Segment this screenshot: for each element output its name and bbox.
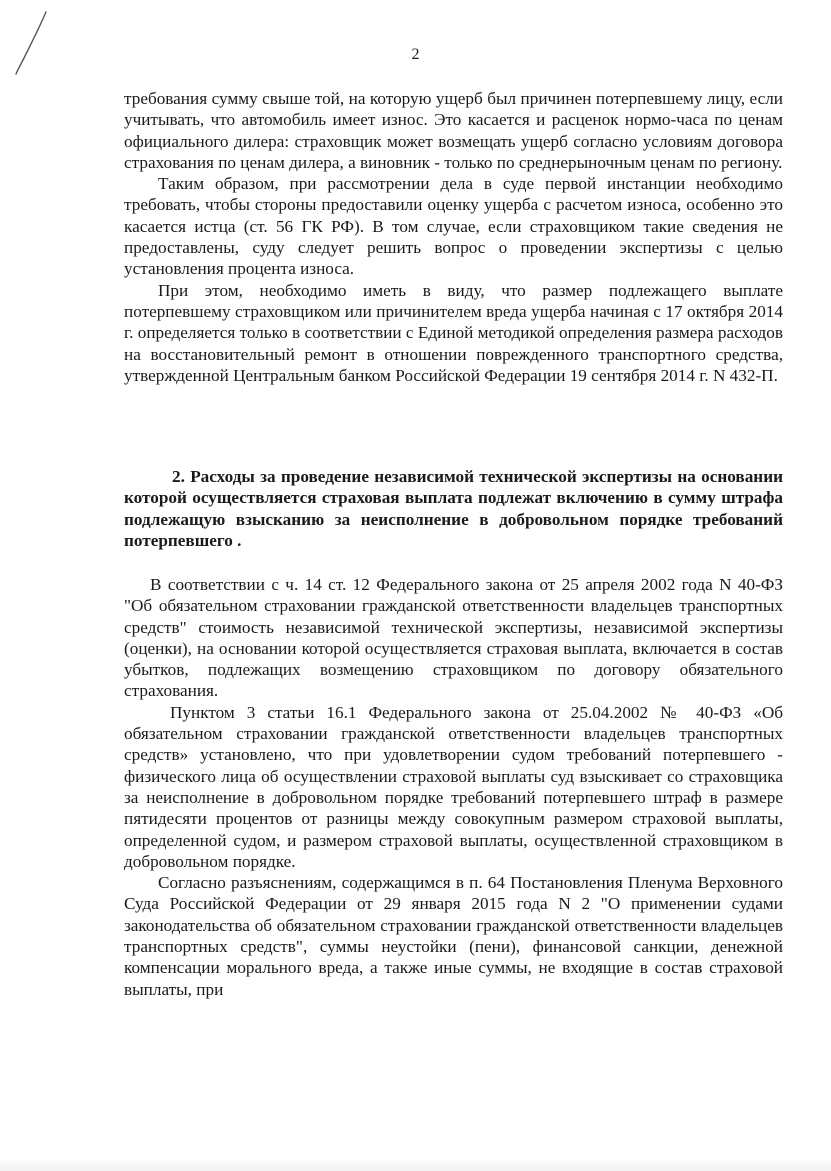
text-section-top — [124, 88, 783, 386]
paragraph-unified-methodology: При этом, необходимо иметь в виду, что размер подлежащего выплате потерпевшему страховщиком или причинителем вреда ущерба начиная с 17 октября 2014 г. определяется только в соответствии с Единой методикой определения размера расходов на восстановительный ремонт в отношении поврежденного транспортного средства, утвержденной Центральным банком Российской Федерации 19 сентября 2014 г. N 432-П. — [124, 280, 783, 385]
scan-bottom-edge — [0, 1158, 831, 1171]
paragraph-expertise-requirement: Таким образом, при рассмотрении дела в суде первой инстанции необходимо требовать, чтобы стороны предоставили оценку ущерба с расчетом износа, особенно это касается истца (ст. 56 ГК РФ). В том случае, если страховщиком такие сведения не предоставлены, суду следует решить вопрос о проведении экспертизы с целью установления процента износа. — [124, 174, 783, 279]
section-heading — [124, 466, 783, 551]
paragraph-continuation: требования сумму свыше той, на которую ущерб был причинен потерпевшему лицу, если учитывать, что автомобиль имеет износ. Это касается и расценок нормо-часа по ценам официального дилера: страховщик может возмещать ущерб согласно условиям договора страхования по ценам дилера, а виновник - только по среднерыночным ценам по региону. — [124, 89, 783, 172]
section-heading-block — [124, 466, 783, 551]
paragraph-law-article-16: Пунктом 3 статьи 16.1 Федерального закона от 25.04.2002 № 40-ФЗ «Об обязательном страховании гражданской ответственности владельцев транспортных средств» установлено, что при удовлетворении судом требований потерпевшего - физического лица об осуществлении страховой выплаты суд взыскивает со страховщика за неисполнение в добровольном порядке требований потерпевшего штраф в размере пятидесяти процентов от разницы между совокупным размером страховой выплаты, определенной судом, и размером страховой выплаты, осуществленной страховщиком в добровольном порядке. — [124, 702, 783, 871]
text-section-bottom — [124, 574, 783, 1000]
paragraph-law-article-12: В соответствии с ч. 14 ст. 12 Федерального закона от 25 апреля 2002 года N 40-ФЗ "Об обязательном страховании гражданской ответственности владельцев транспортных средств" стоимость независимой технической экспертизы, независимой экспертизы (оценки), на основании которой осуществляется страховая выплата, включается в состав убытков, подлежащих возмещению страховщиком по договору обязательного страхования. — [124, 575, 783, 701]
section-heading-text: Расходы за проведение независимой технической экспертизы на основании которой осуществляется страховая выплата подлежат включению в сумму штрафа подлежащую взысканию за неисполнение в добровольном порядке требований потерпевшего . — [124, 467, 784, 550]
paragraph-plenum-resolution: Согласно разъяснениям, содержащимся в п. 64 Постановления Пленума Верховного Суда Российской Федерации от 29 января 2015 года N 2 "О применении судами законодательства об обязательном страховании гражданской ответственности владельцев транспортных средств", суммы неустойки (пени), финансовой санкции, денежной компенсации морального вреда, а также иные суммы, не входящие в состав страховой выплаты, при — [124, 873, 783, 999]
section-heading-number: 2. — [172, 467, 185, 486]
page-number: 2 — [411, 46, 420, 63]
pencil-mark-icon — [10, 8, 50, 78]
